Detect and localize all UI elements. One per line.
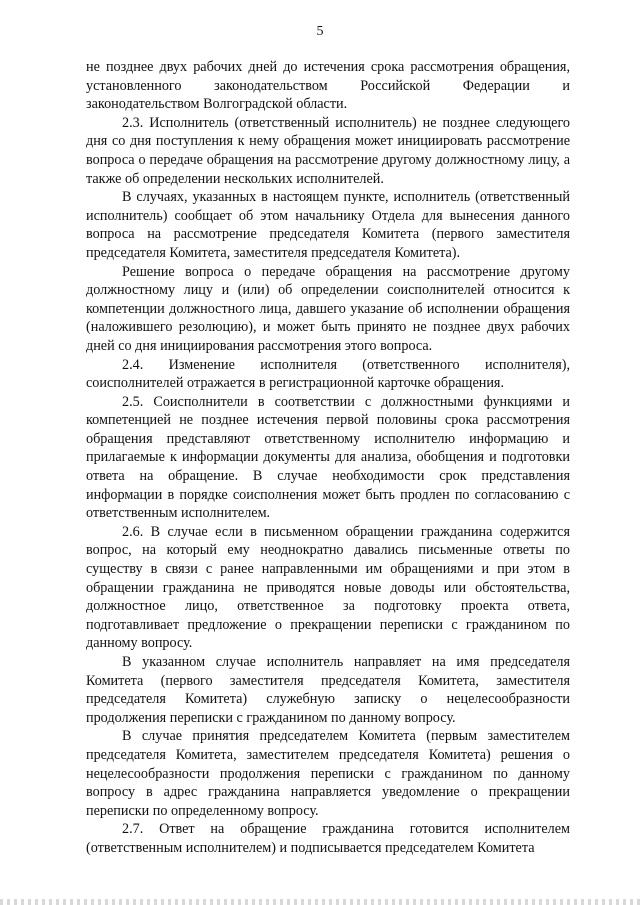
paragraph-continuation: не позднее двух рабочих дней до истечения срока рассмотрения обращения, установленного законодательством Российской Федерации и законодательством Волгоградской области. xyxy=(86,59,570,113)
paragraph-2-5: 2.5. Соисполнители в соответствии с должностными функциями и компетенцией не позднее истечения первой половины срока рассмотрения обращения представляют ответственному исполнителю информацию и прилагаемые к информации документы для анализа, обобщения и подготовки ответа на обращение. В случае необходимости срок представления информации в порядке соисполнения может быть продлен по согласованию с ответственным исполнителем. xyxy=(86,393,570,522)
paragraph-2-6-memo: В указанном случае исполнитель направляет на имя председателя Комитета (первого заместителя председателя Комитета, заместителя председателя Комитета) служебную записку о нецелесообразности продолжения переписки с гражданином по данному вопросу. xyxy=(86,654,570,726)
paragraph-2-3-cases: В случаях, указанных в настоящем пункте, исполнитель (ответственный исполнитель) сообщает об этом начальнику Отдела для вынесения данного вопроса на рассмотрение председателя Комитета (первого заместителя председателя Комитета, заместителя председателя Комитета). xyxy=(86,189,570,261)
paragraph-2-6: 2.6. В случае если в письменном обращении гражданина содержится вопрос, на который ему неоднократно давались письменные ответы по существу в связи с ранее направленными им обращениями и при этом в обращении гражданина не приводятся новые доводы или обстоятельства, должностное лицо, ответственное за подготовку проекта ответа, подготавливает предложение о прекращении переписки с гражданином по данному вопросу. xyxy=(86,523,570,652)
paragraph-2-7: 2.7. Ответ на обращение гражданина готовится исполнителем (ответственным исполнителем) и подписывается председателем Комитета xyxy=(86,821,570,856)
paragraph-2-6-notice: В случае принятия председателем Комитета (первым заместителем председателя Комитета, заместителем председателя Комитета) решения о нецелесообразности продолжения переписки с гражданином по данному вопросу в адрес гражданина направляется уведомление о прекращении переписки по определенному вопросу. xyxy=(86,728,570,819)
document-body xyxy=(86,58,570,858)
scan-edge-artifact xyxy=(0,899,640,905)
paragraph-2-3-decision: Решение вопроса о передаче обращения на рассмотрение другому должностному лицу и (или) об определении соисполнителей относится к компетенции должностного лица, давшего указание об исполнении обращения (наложившего резолюцию), и может быть принято не позднее двух рабочих дней со дня инициирования рассмотрения этого вопроса. xyxy=(86,263,570,354)
page-number: 5 xyxy=(316,24,324,39)
paragraph-2-4: 2.4. Изменение исполнителя (ответственного исполнителя), соисполнителей отражается в регистрационной карточке обращения. xyxy=(86,356,570,392)
paragraph-2-3: 2.3. Исполнитель (ответственный исполнитель) не позднее следующего дня со дня поступления к нему обращения может инициировать рассмотрение вопроса о передаче обращения на рассмотрение другому должностному лицу, а также об определении нескольких исполнителей. xyxy=(86,114,570,187)
